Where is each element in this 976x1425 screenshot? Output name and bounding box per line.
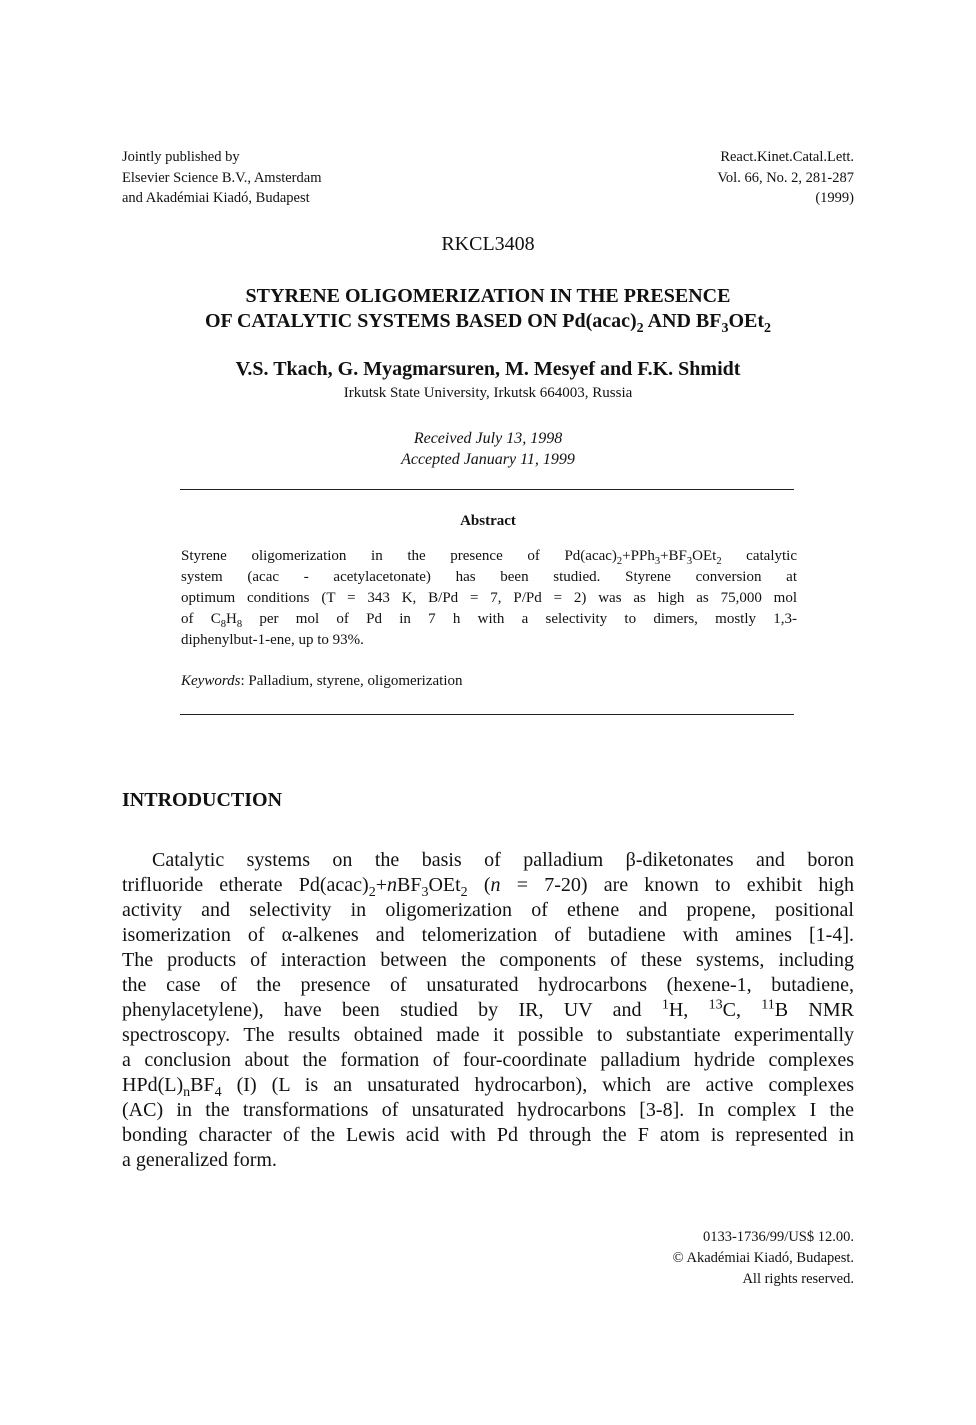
divider-top xyxy=(180,489,794,490)
journal-line: (1999) xyxy=(815,190,854,206)
affiliation: Irkutsk State University, Irkutsk 664003, Russia xyxy=(343,385,633,401)
abstract-line: Styrene oligomerization in the presence of $Pd(acac)_2+PPh_3+BF_3OEt_2$ catalytic xyxy=(181,548,797,567)
section-heading: INTRODUCTION xyxy=(122,789,283,811)
body-line: phenylacetylene), have been studied by IR, UV and $^1$H, $^{13}$C, $^{11}$B NMR xyxy=(122,997,854,1021)
abstract-line: of $C_8H_8$ per mol of Pd in 7 h with a selectivity to dimers, mostly 1,3- xyxy=(181,611,798,630)
received-date: Received July 13, 1998 xyxy=(413,430,563,447)
publisher-line: Elsevier Science B.V., Amsterdam xyxy=(122,169,322,186)
footer-line: © Akadémiai Kiadó, Budapest. xyxy=(672,1250,854,1266)
publisher-line: and Akadémiai Kiadó, Budapest xyxy=(122,190,310,206)
body-line: isomerization of α-alkenes and telomerization of butadiene with amines [1-4]. xyxy=(122,924,854,946)
footer-line: All rights reserved. xyxy=(742,1271,854,1287)
body-line: trifluoride etherate $Pd(acac)_2+nBF_3OEt_2$ (n = 7-20) are known to exhibit high xyxy=(122,874,854,900)
dates xyxy=(0,428,976,470)
keywords xyxy=(181,673,463,690)
abstract-line: system (acac - acetylacetonate) has been studied. Styrene conversion at xyxy=(181,569,797,585)
body-line: the case of the presence of unsaturated hydrocarbons (hexene-1, butadiene, xyxy=(122,974,854,996)
abstract-line: optimum conditions (T = 343 K, B/Pd = 7, P/Pd = 2) was as high as 75,000 mol xyxy=(181,590,797,606)
abstract-heading: Abstract xyxy=(460,513,516,529)
abstract-line: diphenylbut-1-ene, up to 93%. xyxy=(181,632,364,648)
divider-bottom xyxy=(180,714,794,715)
body-line: activity and selectivity in oligomerization of ethene and propene, positional xyxy=(122,899,854,921)
title-line-1: STYRENE OLIGOMERIZATION IN THE PRESENCE xyxy=(245,285,731,307)
body-line: bonding character of the Lewis acid with Pd through the F atom is represented in xyxy=(122,1124,854,1146)
journal-line: Vol. 66, No. 2, 281-287 xyxy=(717,169,854,186)
paper-code: RKCL3408 xyxy=(441,233,535,255)
copyright-footer xyxy=(560,1227,854,1290)
journal-info xyxy=(600,147,854,209)
paper-title xyxy=(0,284,976,334)
accepted-date: Accepted January 11, 1999 xyxy=(401,451,575,468)
publisher-line: Jointly published by xyxy=(122,149,240,165)
publisher-info xyxy=(122,147,321,209)
keywords-label: Keywords xyxy=(181,673,241,689)
footer-line: 0133-1736/99/US$ 12.00. xyxy=(702,1229,854,1245)
introduction-text xyxy=(122,848,854,1173)
abstract-text xyxy=(181,546,797,651)
journal-line: React.Kinet.Catal.Lett. xyxy=(720,149,854,165)
body-line: (AC) in the transformations of unsaturated hydrocarbons [3-8]. In complex I the xyxy=(122,1099,854,1121)
body-line: The products of interaction between the components of these systems, including xyxy=(122,949,854,971)
authors: V.S. Tkach, G. Myagmarsuren, M. Mesyef and F.K. Shmidt xyxy=(235,358,741,380)
body-line: spectroscopy. The results obtained made it possible to substantiate experimentally xyxy=(122,1024,854,1046)
body-line: a generalized form. xyxy=(122,1149,277,1171)
title-line-2: OF CATALYTIC SYSTEMS BASED ON $Pd(acac)_2$ AND $BF_3OEt_2$ xyxy=(204,310,772,336)
keywords-text: : Palladium, styrene, oligomerization xyxy=(240,673,463,689)
body-line: a conclusion about the formation of four-coordinate palladium hydride complexes xyxy=(122,1049,854,1071)
body-line: Catalytic systems on the basis of palladium β-diketonates and boron xyxy=(152,849,854,871)
body-line: $HPd(L)_nBF_4$ (I) (L is an unsaturated hydrocarbon), which are active complexes xyxy=(122,1074,854,1100)
